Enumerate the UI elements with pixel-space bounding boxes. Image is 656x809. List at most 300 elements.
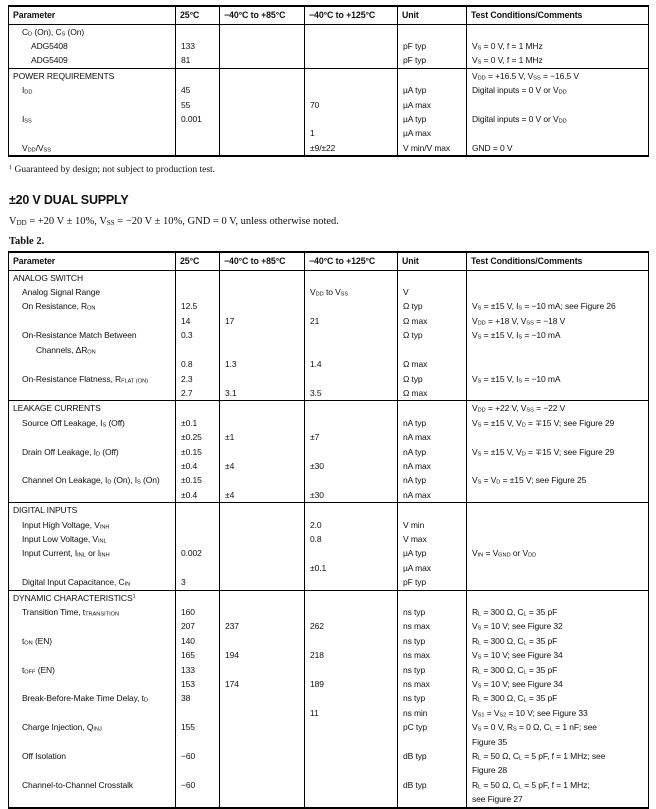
value-25c-cell: 12.5 (176, 299, 220, 313)
value-25c-cell (176, 24, 220, 39)
table-row (9, 706, 649, 720)
value-85c-cell (220, 299, 305, 313)
unit-cell: Ω max (398, 314, 467, 328)
conditions-cell (467, 575, 649, 590)
table-row (9, 488, 649, 503)
unit-cell: Ω max (398, 357, 467, 371)
value-85c-cell (220, 39, 305, 53)
value-25c-cell: 0.001 (176, 112, 220, 126)
value-125c-cell (305, 503, 398, 518)
value-85c-cell (220, 141, 305, 156)
conditions-cell (467, 488, 649, 503)
value-125c-cell: ±7 (305, 430, 398, 444)
value-25c-cell: ±0.15 (176, 473, 220, 487)
conditions-cell: Digital inputs = 0 V or $V_{DD}$ (467, 112, 649, 126)
unit-cell: µA typ (398, 83, 467, 97)
table-row (9, 53, 649, 68)
param-cell: On-Resistance Flatness, $R_{FLAT (ON)}$ (22, 373, 148, 385)
value-25c-cell: 3 (176, 575, 220, 590)
value-125c-cell: 262 (305, 619, 398, 633)
table-row (9, 445, 649, 459)
table-row (9, 328, 649, 357)
value-25c-cell (176, 706, 220, 720)
table-row (9, 634, 649, 648)
table-row (9, 561, 649, 575)
conditions-cell: $V_S = \pm 15$ V, $I_S = -10$ mA; see Figure 26 (467, 299, 649, 313)
section-row (9, 590, 649, 605)
param-cell: POWER REQUIREMENTS (9, 68, 176, 83)
conditions-cell: $V_S = 10$ V; see Figure 34 (467, 648, 649, 662)
value-85c-cell: ±4 (220, 488, 305, 503)
value-85c-cell (220, 285, 305, 299)
param-cell (9, 619, 176, 633)
param-cell: On-Resistance Match Between Channels, $\Delta R_{ON}$ (22, 330, 137, 356)
param-cell: Channel On Leakage, $I_D$ (On), $I_S$ (On) (22, 475, 160, 487)
conditions-cell: $R_L = 50$ Ω, $C_L = 5$ pF, f = 1 MHz; see Figure 27 (467, 778, 649, 808)
unit-cell: nA typ (398, 416, 467, 430)
conditions-cell (467, 503, 649, 518)
value-85c-cell (220, 532, 305, 546)
value-25c-cell: 0.8 (176, 357, 220, 371)
param-cell (9, 561, 176, 575)
table-row (9, 720, 649, 749)
conditions-cell (467, 98, 649, 112)
unit-cell: dB typ (398, 778, 467, 808)
conditions-cell (467, 518, 649, 532)
value-25c-cell: −60 (176, 778, 220, 808)
param-cell: Input Low Voltage, $V_{INL}$ (22, 533, 107, 545)
table-body (9, 270, 649, 808)
conditions-cell (467, 285, 649, 299)
value-125c-cell (305, 778, 398, 808)
table-row (9, 677, 649, 691)
table-row (9, 691, 649, 705)
value-25c-cell: 2.7 (176, 386, 220, 401)
unit-cell: µA typ (398, 546, 467, 560)
value-125c-cell (305, 83, 398, 97)
param-cell: Input High Voltage, $V_{INH}$ (22, 519, 110, 531)
conditions-cell: Digital inputs = 0 V or $V_{DD}$ (467, 83, 649, 97)
value-125c-cell (305, 401, 398, 416)
param-cell (9, 677, 176, 691)
column-header: −40°C to +85°C (220, 252, 305, 270)
conditions-cell: GND = 0 V (467, 141, 649, 156)
unit-cell: ns min (398, 706, 467, 720)
unit-cell: nA typ (398, 473, 467, 487)
value-25c-cell: ±0.15 (176, 445, 220, 459)
unit-cell: ns typ (398, 634, 467, 648)
column-header: Unit (398, 6, 467, 24)
value-25c-cell (176, 141, 220, 156)
value-25c-cell (176, 518, 220, 532)
value-125c-cell (305, 445, 398, 459)
value-125c-cell (305, 53, 398, 68)
value-25c-cell: 207 (176, 619, 220, 633)
header-row (9, 6, 649, 24)
unit-cell: nA max (398, 430, 467, 444)
unit-cell: ns max (398, 648, 467, 662)
conditions-cell: $V_{IN} = V_{GND}$ or $V_{DD}$ (467, 546, 649, 560)
value-85c-cell (220, 590, 305, 605)
conditions-cell: $V_S = \pm 15$ V, $I_S = -10$ mA (467, 328, 649, 357)
column-header: −40°C to +85°C (220, 6, 305, 24)
param-cell (9, 488, 176, 503)
unit-cell: Ω typ (398, 299, 467, 313)
table-row (9, 605, 649, 619)
value-25c-cell: ±0.4 (176, 488, 220, 503)
section-row (9, 503, 649, 518)
value-85c-cell (220, 663, 305, 677)
conditions-cell: $V_S = 0$ V, f = 1 MHz (467, 39, 649, 53)
unit-cell: µA max (398, 98, 467, 112)
value-85c-cell: 194 (220, 648, 305, 662)
unit-cell: ns typ (398, 663, 467, 677)
param-cell: Break-Before-Make Time Delay, $t_D$ (22, 693, 148, 705)
conditions-cell (467, 532, 649, 546)
unit-cell: pF typ (398, 39, 467, 53)
table-row (9, 39, 649, 53)
value-125c-cell: 218 (305, 648, 398, 662)
unit-cell: µA max (398, 126, 467, 140)
column-header: 25°C (176, 252, 220, 270)
unit-cell (398, 503, 467, 518)
table-row (9, 357, 649, 371)
value-25c-cell (176, 126, 220, 140)
param-cell (9, 706, 176, 720)
value-25c-cell (176, 561, 220, 575)
value-125c-cell: ±30 (305, 488, 398, 503)
unit-cell: µA typ (398, 112, 467, 126)
value-25c-cell: 133 (176, 663, 220, 677)
unit-cell: pC typ (398, 720, 467, 749)
param-cell: Charge Injection, $Q_{INJ}$ (22, 722, 102, 733)
unit-cell: pF typ (398, 53, 467, 68)
value-85c-cell (220, 372, 305, 386)
conditions-cell: $V_S = 0$ V, $R_S = 0$ Ω, $C_L = 1$ nF; see Figure 35 (467, 720, 649, 749)
header-row (9, 252, 649, 270)
value-25c-cell: ±0.4 (176, 459, 220, 473)
value-85c-cell (220, 720, 305, 749)
value-125c-cell (305, 691, 398, 705)
unit-cell: ns max (398, 619, 467, 633)
value-125c-cell: 2.0 (305, 518, 398, 532)
table-row (9, 518, 649, 532)
value-85c-cell (220, 546, 305, 560)
value-125c-cell: 21 (305, 314, 398, 328)
param-cell (9, 314, 176, 328)
param-cell (9, 459, 176, 473)
unit-cell: nA typ (398, 445, 467, 459)
table-row (9, 285, 649, 299)
value-125c-cell (305, 328, 398, 357)
value-125c-cell: 1 (305, 126, 398, 140)
unit-cell: V (398, 285, 467, 299)
conditions-cell (467, 24, 649, 39)
column-header: Unit (398, 252, 467, 270)
unit-cell: V min (398, 518, 467, 532)
section-row (9, 270, 649, 285)
value-125c-cell (305, 575, 398, 590)
value-125c-cell (305, 68, 398, 83)
value-125c-cell: 70 (305, 98, 398, 112)
value-125c-cell (305, 299, 398, 313)
value-85c-cell (220, 561, 305, 575)
param-cell: Analog Signal Range (22, 287, 100, 298)
param-cell: $I_{SS}$ (22, 113, 32, 125)
value-25c-cell (176, 532, 220, 546)
value-85c-cell (220, 328, 305, 357)
unit-cell (398, 401, 467, 416)
table-row (9, 619, 649, 633)
param-cell: Channel-to-Channel Crosstalk (22, 779, 134, 790)
table-row (9, 24, 649, 39)
value-25c-cell (176, 590, 220, 605)
value-85c-cell (220, 126, 305, 140)
unit-cell: Ω typ (398, 372, 467, 386)
param-cell: DIGITAL INPUTS (9, 503, 176, 518)
conditions-cell: $V_{DD} = +16.5$ V, $V_{SS} = -16.5$ V (467, 68, 649, 83)
table-row (9, 778, 649, 808)
value-25c-cell (176, 270, 220, 285)
value-125c-cell: ±30 (305, 459, 398, 473)
value-125c-cell (305, 270, 398, 285)
column-header: 25°C (176, 6, 220, 24)
value-85c-cell (220, 401, 305, 416)
param-cell: ANALOG SWITCH (9, 270, 176, 285)
table-row (9, 473, 649, 487)
value-85c-cell: ±4 (220, 459, 305, 473)
spec-table-continued (8, 5, 649, 157)
unit-cell: µA max (398, 561, 467, 575)
column-header: −40°C to +125°C (305, 6, 398, 24)
conditions-cell: $V_S = V_D = \pm 15$ V; see Figure 25 (467, 473, 649, 487)
value-85c-cell (220, 83, 305, 97)
column-header: Test Conditions/Comments (467, 252, 649, 270)
conditions-cell (467, 459, 649, 473)
value-125c-cell (305, 112, 398, 126)
table-row (9, 98, 649, 112)
param-cell: DYNAMIC CHARACTERISTICS$^1$ (9, 590, 176, 605)
table-row (9, 83, 649, 97)
value-125c-cell: ±0.1 (305, 561, 398, 575)
conditions-cell: $V_S = 0$ V, f = 1 MHz (467, 53, 649, 68)
value-25c-cell (176, 503, 220, 518)
table-row (9, 112, 649, 126)
value-25c-cell: 2.3 (176, 372, 220, 386)
param-cell: Digital Input Capacitance, $C_{IN}$ (22, 577, 131, 588)
value-85c-cell (220, 473, 305, 487)
value-85c-cell: 1.3 (220, 357, 305, 371)
param-cell (9, 126, 176, 140)
value-25c-cell: ±0.1 (176, 416, 220, 430)
conditions-cell (467, 126, 649, 140)
value-125c-cell (305, 605, 398, 619)
param-cell: Input Current, $I_{INL}$ or $I_{INH}$ (22, 548, 110, 560)
table-row (9, 386, 649, 401)
conditions-cell (467, 386, 649, 401)
value-85c-cell (220, 68, 305, 83)
conditions-cell: $R_L = 300$ Ω, $C_L = 35$ pF (467, 634, 649, 648)
value-125c-cell: 189 (305, 677, 398, 691)
value-25c-cell: 160 (176, 605, 220, 619)
value-25c-cell (176, 285, 220, 299)
unit-cell: Ω typ (398, 328, 467, 357)
section-heading: ±20 V DUAL SUPPLY (9, 193, 129, 208)
value-85c-cell (220, 24, 305, 39)
table-row (9, 372, 649, 386)
unit-cell (398, 68, 467, 83)
conditions-cell: $V_S = \pm 15$ V, $V_D = \mp 15$ V; see Figure 29 (467, 416, 649, 430)
param-cell (9, 98, 176, 112)
unit-cell (398, 24, 467, 39)
value-125c-cell: 1.4 (305, 357, 398, 371)
param-cell: $t_{ON}$ (EN) (22, 635, 53, 647)
table-row (9, 416, 649, 430)
value-25c-cell: 55 (176, 98, 220, 112)
conditions-cell (467, 590, 649, 605)
unit-cell: ns max (398, 677, 467, 691)
unit-cell: nA max (398, 459, 467, 473)
value-25c-cell: 165 (176, 648, 220, 662)
param-cell: $t_{OFF}$ (EN) (22, 664, 55, 676)
param-cell: Drain Off Leakage, $I_D$ (Off) (22, 446, 119, 458)
conditions-cell (467, 270, 649, 285)
value-85c-cell (220, 605, 305, 619)
value-125c-cell (305, 749, 398, 778)
conditions-cell: $R_L = 300$ Ω, $C_L = 35$ pF (467, 663, 649, 677)
value-85c-cell: 237 (220, 619, 305, 633)
value-85c-cell (220, 691, 305, 705)
value-85c-cell: 174 (220, 677, 305, 691)
value-125c-cell (305, 546, 398, 560)
value-125c-cell: 3.5 (305, 386, 398, 401)
value-85c-cell (220, 749, 305, 778)
table2-caption: Table 2. (9, 236, 45, 248)
value-25c-cell: 140 (176, 634, 220, 648)
value-125c-cell (305, 416, 398, 430)
value-125c-cell (305, 590, 398, 605)
column-header: −40°C to +125°C (305, 252, 398, 270)
param-cell: Transition Time, $t_{TRANSITION}$ (22, 607, 120, 618)
unit-cell (398, 590, 467, 605)
param-cell: ADG5408 (31, 40, 68, 51)
unit-cell (398, 270, 467, 285)
value-25c-cell: 14 (176, 314, 220, 328)
value-85c-cell: 17 (220, 314, 305, 328)
value-25c-cell: 0.3 (176, 328, 220, 357)
column-header: Parameter (9, 6, 176, 24)
value-125c-cell (305, 720, 398, 749)
unit-cell: Ω max (398, 386, 467, 401)
table-footnote: $^1$ Guaranteed by design; not subject to production test. (9, 164, 216, 176)
value-85c-cell (220, 53, 305, 68)
conditions-cell: $R_L = 50$ Ω, $C_L = 5$ pF, f = 1 MHz; see Figure 28 (467, 749, 649, 778)
value-125c-cell: 0.8 (305, 532, 398, 546)
param-cell: $C_D$ (On), $C_S$ (On) (22, 26, 85, 38)
value-85c-cell (220, 98, 305, 112)
value-25c-cell: 153 (176, 677, 220, 691)
value-25c-cell (176, 401, 220, 416)
value-25c-cell: −60 (176, 749, 220, 778)
value-85c-cell (220, 503, 305, 518)
value-25c-cell: 0.002 (176, 546, 220, 560)
value-85c-cell (220, 112, 305, 126)
table-row (9, 575, 649, 590)
table-row (9, 299, 649, 313)
param-cell: $V_{DD}/V_{SS}$ (22, 142, 52, 154)
unit-cell: dB typ (398, 749, 467, 778)
value-125c-cell (305, 372, 398, 386)
value-25c-cell: 45 (176, 83, 220, 97)
unit-cell: ns typ (398, 605, 467, 619)
conditions-cell (467, 561, 649, 575)
param-cell (9, 386, 176, 401)
param-cell: Off Isolation (22, 751, 66, 762)
conditions-cell: $R_L = 300$ Ω, $C_L = 35$ pF (467, 605, 649, 619)
value-85c-cell (220, 575, 305, 590)
param-cell: LEAKAGE CURRENTS (9, 401, 176, 416)
conditions-cell: $V_S = 10$ V; see Figure 34 (467, 677, 649, 691)
table-body (9, 24, 649, 156)
conditions-cell: $V_{DD} = +22$ V, $V_{SS} = -22$ V (467, 401, 649, 416)
value-85c-cell: 3.1 (220, 386, 305, 401)
value-25c-cell: 155 (176, 720, 220, 749)
param-cell (9, 648, 176, 662)
conditions-cell (467, 430, 649, 444)
conditions-cell: $V_S = 10$ V; see Figure 32 (467, 619, 649, 633)
value-85c-cell (220, 445, 305, 459)
column-header: Parameter (9, 252, 176, 270)
value-125c-cell (305, 24, 398, 39)
value-85c-cell: ±1 (220, 430, 305, 444)
conditions-cell: $V_{S1} = V_{S2} = 10$ V; see Figure 33 (467, 706, 649, 720)
table-row (9, 430, 649, 444)
param-cell (9, 357, 176, 371)
value-25c-cell: 81 (176, 53, 220, 68)
param-cell (9, 430, 176, 444)
table-header (9, 6, 649, 24)
table-row (9, 663, 649, 677)
table-row (9, 141, 649, 156)
unit-cell: V min/V max (398, 141, 467, 156)
value-85c-cell (220, 270, 305, 285)
conditions-cell (467, 357, 649, 371)
table-row (9, 459, 649, 473)
value-25c-cell: 133 (176, 39, 220, 53)
unit-cell: pF typ (398, 575, 467, 590)
unit-cell: nA max (398, 488, 467, 503)
value-25c-cell: 38 (176, 691, 220, 705)
value-125c-cell (305, 473, 398, 487)
section-conditions-text: $V_{DD} = +20$ V ± 10%, $V_{SS} = -20$ V ± 10%, GND = 0 V, unless otherwise noted. (9, 216, 339, 228)
param-cell: ADG5409 (31, 55, 68, 66)
section-row (9, 68, 649, 83)
table-row (9, 546, 649, 560)
table-row (9, 532, 649, 546)
conditions-cell: $V_S = \pm 15$ V, $I_S = -10$ mA (467, 372, 649, 386)
table-row (9, 648, 649, 662)
param-cell: $I_{DD}$ (22, 85, 33, 96)
conditions-cell: $R_L = 300$ Ω, $C_L = 35$ pF (467, 691, 649, 705)
table-header (9, 252, 649, 270)
section-row (9, 401, 649, 416)
value-125c-cell (305, 39, 398, 53)
unit-cell: V max (398, 532, 467, 546)
value-125c-cell (305, 634, 398, 648)
table-row (9, 314, 649, 328)
param-cell: Source Off Leakage, $I_S$ (Off) (22, 417, 125, 429)
value-85c-cell (220, 518, 305, 532)
